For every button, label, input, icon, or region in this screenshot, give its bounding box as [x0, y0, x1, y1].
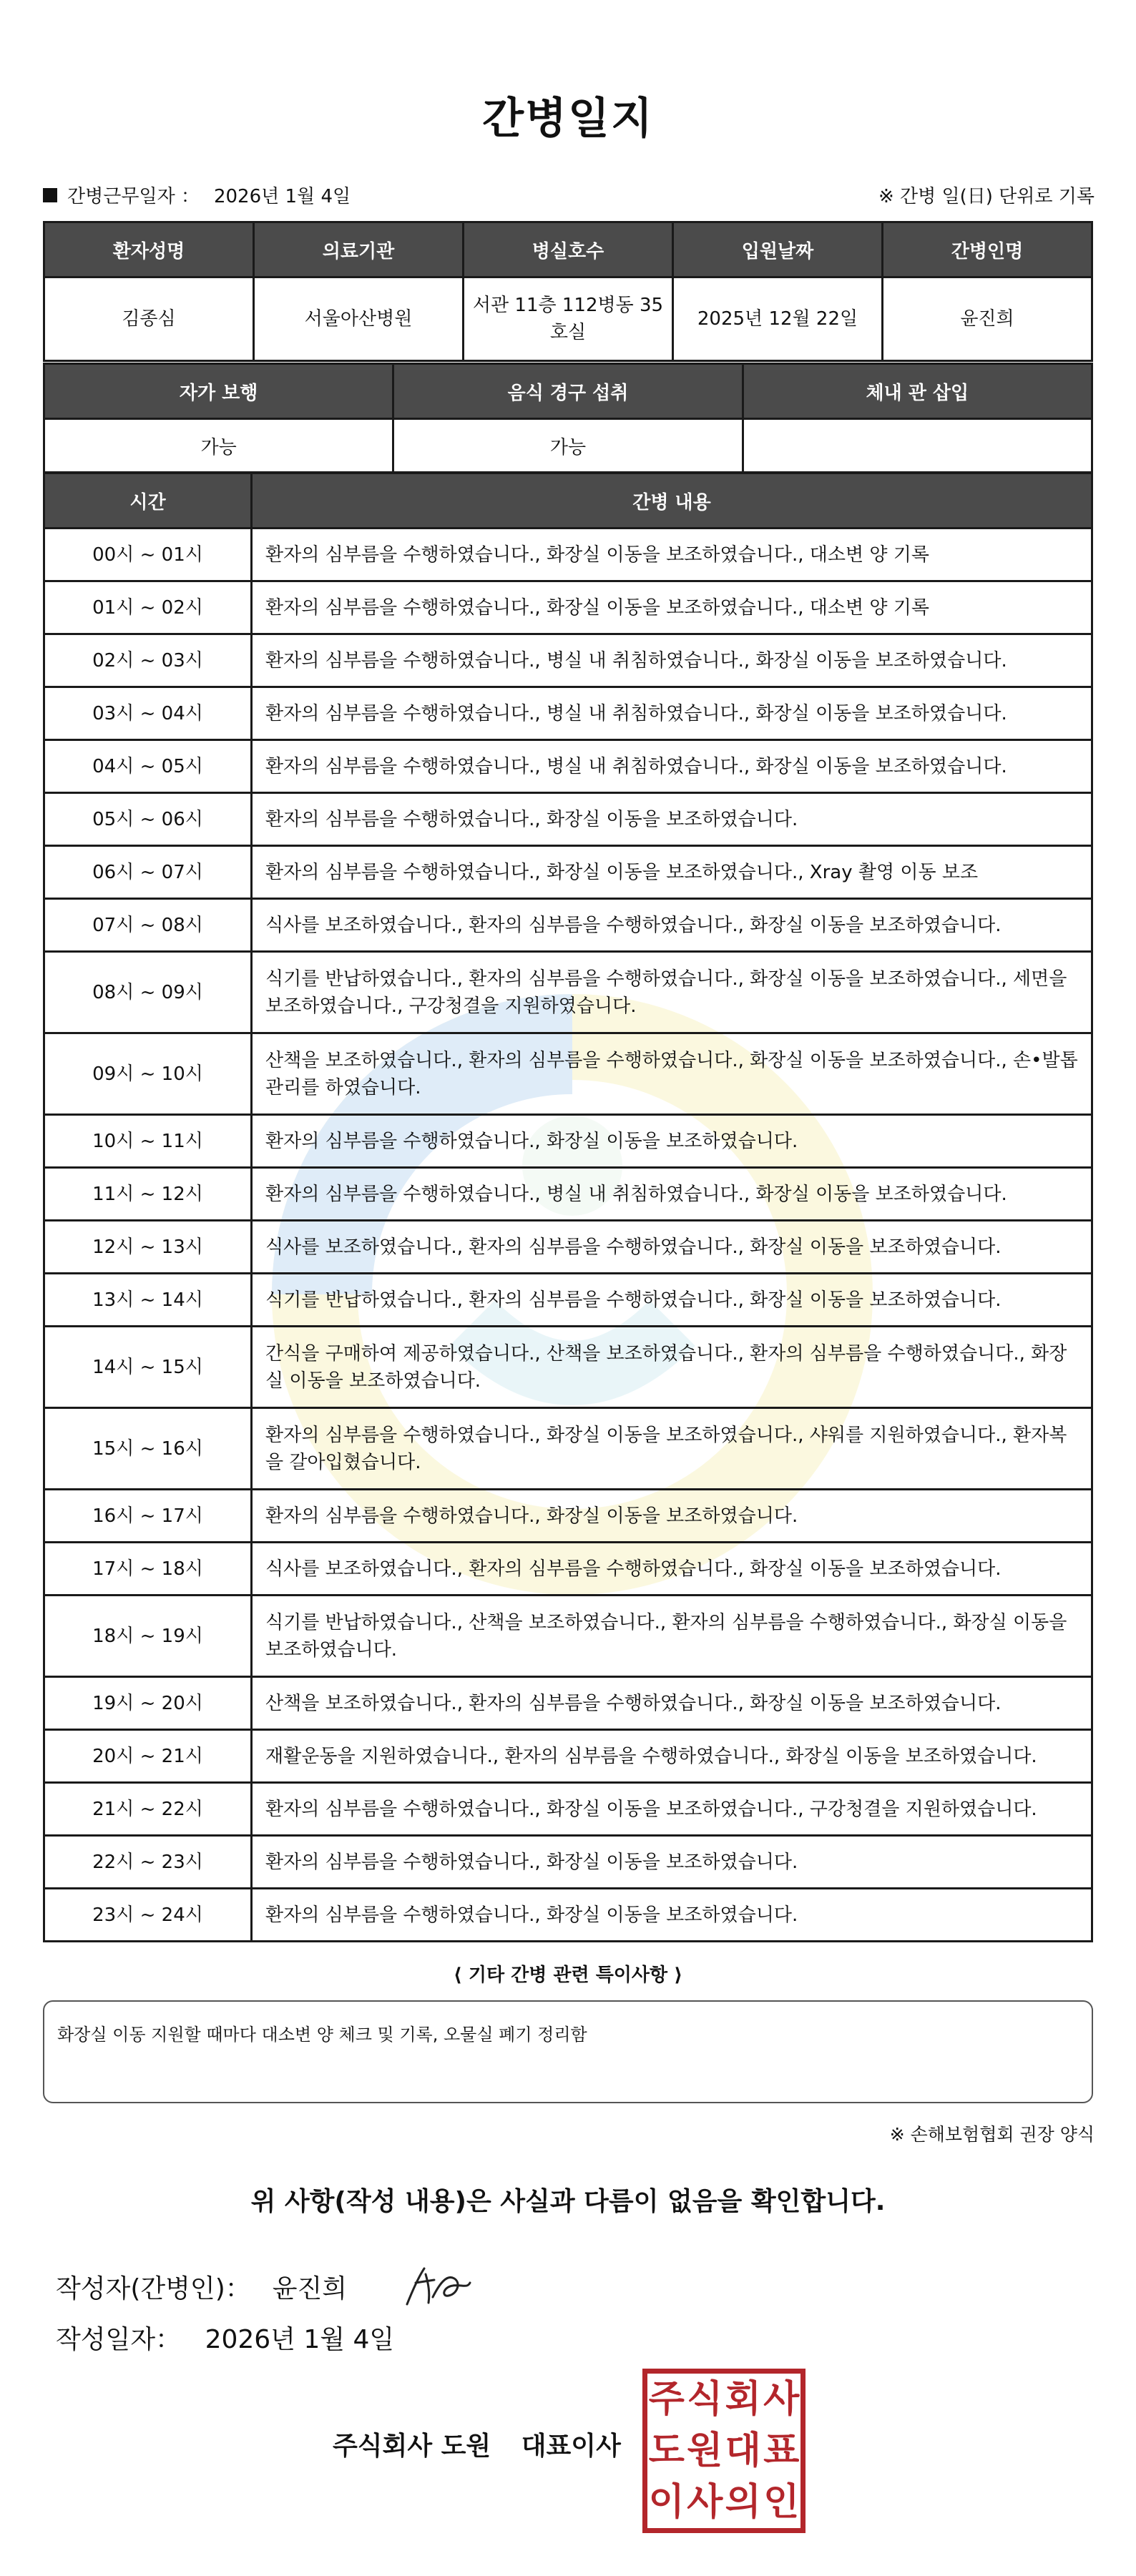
work-date-row — [43, 182, 351, 208]
patient-info-table — [43, 221, 1093, 362]
company-rep: 대표이사 — [521, 2432, 621, 2461]
hospital: 서울아산병원 — [254, 277, 464, 361]
header-room: 병실호수 — [464, 222, 673, 277]
seal-char: 대 — [725, 2429, 761, 2472]
seal-char: 사 — [763, 2378, 800, 2421]
care-content-cell: 환자의 심부름을 수행하였습니다., 화장실 이동을 보조하였습니다. — [252, 793, 1092, 846]
care-content-cell: 환자의 심부름을 수행하였습니다., 화장실 이동을 보조하였습니다. — [252, 1115, 1092, 1168]
work-date: 2026년 1월 4일 — [213, 186, 351, 207]
time-cell: 21시 ~ 22시 — [44, 1783, 252, 1836]
seal-char: 도 — [648, 2429, 685, 2472]
time-cell: 04시 ~ 05시 — [44, 740, 252, 793]
care-content-cell: 환자의 심부름을 수행하였습니다., 화장실 이동을 보조하였습니다. — [252, 1490, 1092, 1543]
table-row — [44, 1408, 1092, 1490]
care-content-cell: 환자의 심부름을 수행하였습니다., 화장실 이동을 보조하였습니다., 대소변 양 기록 — [252, 529, 1092, 581]
care-content-cell: 환자의 심부름을 수행하였습니다., 화장실 이동을 보조하였습니다., Xray 촬영 이동 보조 — [252, 846, 1092, 899]
table-row — [44, 529, 1092, 581]
write-date-label: 작성일자： — [56, 2325, 182, 2354]
table-row — [44, 1730, 1092, 1783]
header-hospital: 의료기관 — [254, 222, 464, 277]
care-content-cell: 식기를 반납하였습니다., 환자의 심부름을 수행하였습니다., 화장실 이동을 보조하였습니다. — [252, 1274, 1092, 1327]
company-name: 주식회사 도원 — [333, 2432, 491, 2461]
time-cell: 01시 ~ 02시 — [44, 581, 252, 634]
company-seal — [642, 2369, 806, 2533]
patient-status-table — [43, 363, 1093, 473]
form-note: ※ 손해보험협회 권장 양식 — [889, 2124, 1095, 2145]
table-row — [44, 1783, 1092, 1836]
time-cell: 02시 ~ 03시 — [44, 634, 252, 687]
table-row — [44, 1490, 1092, 1543]
table-row — [44, 793, 1092, 846]
time-cell: 08시 ~ 09시 — [44, 952, 252, 1033]
header-patient-name: 환자성명 — [44, 222, 254, 277]
care-content-cell: 식기를 반납하였습니다., 산책을 보조하였습니다., 환자의 심부름을 수행하였습니다., 화장실 이동을 보조하였습니다. — [252, 1596, 1092, 1677]
care-content-cell: 환자의 심부름을 수행하였습니다., 화장실 이동을 보조하였습니다., 샤워를 지원하였습니다., 환자복을 갈아입혔습니다. — [252, 1408, 1092, 1490]
care-content-cell: 식사를 보조하였습니다., 환자의 심부름을 수행하였습니다., 화장실 이동을 보조하였습니다. — [252, 1543, 1092, 1596]
time-cell: 15시 ~ 16시 — [44, 1408, 252, 1490]
time-cell: 05시 ~ 06시 — [44, 793, 252, 846]
self-walking-value: 가능 — [44, 419, 393, 473]
work-date-label: 간병근무일자 ： — [67, 186, 200, 207]
writer-label: 작성자(간병인)： — [56, 2273, 251, 2304]
confirmation-statement: 위 사항(작성 내용)은 사실과 다름이 없음을 확인합니다. — [250, 2187, 886, 2216]
care-content-cell: 환자의 심부름을 수행하였습니다., 병실 내 취침하였습니다., 화장실 이동을 보조하였습니다. — [252, 634, 1092, 687]
page-title: 간병일지 — [482, 94, 654, 144]
table-row — [44, 1115, 1092, 1168]
time-cell: 13시 ~ 14시 — [44, 1274, 252, 1327]
care-content-cell: 식기를 반납하였습니다., 환자의 심부름을 수행하였습니다., 화장실 이동을 보조하였습니다., 세면을 보조하였습니다., 구강청결을 지원하였습니다. — [252, 952, 1092, 1033]
patient-name: 김종심 — [44, 277, 254, 361]
table-row — [44, 952, 1092, 1033]
time-cell: 00시 ~ 01시 — [44, 529, 252, 581]
table-row — [44, 1596, 1092, 1677]
care-content-cell: 식사를 보조하였습니다., 환자의 심부름을 수행하였습니다., 화장실 이동을 보조하였습니다. — [252, 899, 1092, 952]
time-cell: 03시 ~ 04시 — [44, 687, 252, 740]
time-cell: 23시 ~ 24시 — [44, 1889, 252, 1942]
care-content-cell: 산책을 보조하였습니다., 환자의 심부름을 수행하였습니다., 화장실 이동을 보조하였습니다., 손•발톱 관리를 하였습니다. — [252, 1033, 1092, 1115]
care-content-cell: 환자의 심부름을 수행하였습니다., 병실 내 취침하였습니다., 화장실 이동을 보조하였습니다. — [252, 740, 1092, 793]
time-cell: 10시 ~ 11시 — [44, 1115, 252, 1168]
table-row — [44, 1033, 1092, 1115]
seal-char: 의 — [725, 2481, 761, 2524]
time-cell: 16시 ~ 17시 — [44, 1490, 252, 1543]
care-content-cell: 환자의 심부름을 수행하였습니다., 화장실 이동을 보조하였습니다., 대소변 양 기록 — [252, 581, 1092, 634]
seal-char: 회 — [725, 2378, 761, 2421]
care-content-cell: 산책을 보조하였습니다., 환자의 심부름을 수행하였습니다., 화장실 이동을 보조하였습니다. — [252, 1677, 1092, 1730]
writer-row — [56, 2261, 476, 2311]
unit-note: ※ 간병 일(日) 단위로 기록 — [878, 186, 1095, 207]
time-cell: 17시 ~ 18시 — [44, 1543, 252, 1596]
care-content-cell: 환자의 심부름을 수행하였습니다., 병실 내 취침하였습니다., 화장실 이동을 보조하였습니다. — [252, 1168, 1092, 1221]
table-row — [44, 1543, 1092, 1596]
handwritten-signature — [397, 2261, 476, 2311]
time-cell: 09시 ~ 10시 — [44, 1033, 252, 1115]
care-content-cell: 환자의 심부름을 수행하였습니다., 화장실 이동을 보조하였습니다. — [252, 1836, 1092, 1889]
oral-intake-value: 가능 — [393, 419, 743, 473]
table-row — [44, 1677, 1092, 1730]
room-number: 서관 11층 112병동 35호실 — [464, 277, 673, 361]
time-cell: 19시 ~ 20시 — [44, 1677, 252, 1730]
seal-char: 인 — [763, 2481, 800, 2524]
table-row — [44, 1836, 1092, 1889]
table-row — [44, 1168, 1092, 1221]
table-row — [44, 1889, 1092, 1942]
seal-char: 식 — [687, 2378, 723, 2421]
table-row — [44, 740, 1092, 793]
time-cell: 14시 ~ 15시 — [44, 1327, 252, 1408]
time-cell: 22시 ~ 23시 — [44, 1836, 252, 1889]
time-cell: 07시 ~ 08시 — [44, 899, 252, 952]
company-signature-line — [333, 2426, 621, 2462]
header-time: 시간 — [44, 473, 252, 529]
table-row — [44, 899, 1092, 952]
writer-name: 윤진희 — [272, 2273, 348, 2304]
care-content-cell: 환자의 심부름을 수행하였습니다., 화장실 이동을 보조하였습니다., 구강청결을 지원하였습니다. — [252, 1783, 1092, 1836]
write-date: 2026년 1월 4일 — [205, 2325, 395, 2354]
time-cell: 11시 ~ 12시 — [44, 1168, 252, 1221]
care-content-cell: 식사를 보조하였습니다., 환자의 심부름을 수행하였습니다., 화장실 이동을 보조하였습니다. — [252, 1221, 1092, 1274]
table-row — [44, 634, 1092, 687]
time-cell: 12시 ~ 13시 — [44, 1221, 252, 1274]
care-log-table — [43, 472, 1093, 1942]
header-self-walking: 자가 보행 — [44, 364, 393, 419]
header-admission-date: 입원날짜 — [673, 222, 883, 277]
tube-insertion-value — [743, 419, 1092, 473]
table-row — [44, 687, 1092, 740]
write-date-row — [56, 2319, 394, 2356]
notes-box: 화장실 이동 지원할 때마다 대소변 양 체크 및 기록, 오물실 폐기 정리함 — [43, 2000, 1093, 2103]
square-bullet-icon — [43, 188, 57, 202]
seal-char: 표 — [763, 2429, 800, 2472]
caregiver-name: 윤진희 — [883, 277, 1092, 361]
admission-date: 2025년 12월 22일 — [673, 277, 883, 361]
seal-char: 사 — [687, 2481, 723, 2524]
table-row — [44, 1221, 1092, 1274]
care-content-cell: 환자의 심부름을 수행하였습니다., 화장실 이동을 보조하였습니다. — [252, 1889, 1092, 1942]
table-row — [44, 1274, 1092, 1327]
seal-char: 주 — [648, 2378, 685, 2421]
care-content-cell: 간식을 구매하여 제공하였습니다., 산책을 보조하였습니다., 환자의 심부름을 수행하였습니다., 화장실 이동을 보조하였습니다. — [252, 1327, 1092, 1408]
care-content-cell: 환자의 심부름을 수행하였습니다., 병실 내 취침하였습니다., 화장실 이동을 보조하였습니다. — [252, 687, 1092, 740]
notes-title: ⟨ 기타 간병 관련 특이사항 ⟩ — [453, 1965, 683, 1986]
seal-char: 원 — [687, 2429, 723, 2472]
seal-char: 이 — [648, 2481, 685, 2524]
time-cell: 06시 ~ 07시 — [44, 846, 252, 899]
table-row — [44, 846, 1092, 899]
header-caregiver: 간병인명 — [883, 222, 1092, 277]
header-care-content: 간병 내용 — [252, 473, 1092, 529]
header-tube-insertion: 체내 관 삽입 — [743, 364, 1092, 419]
table-row — [44, 581, 1092, 634]
care-content-cell: 재활운동을 지원하였습니다., 환자의 심부름을 수행하였습니다., 화장실 이동을 보조하였습니다. — [252, 1730, 1092, 1783]
time-cell: 18시 ~ 19시 — [44, 1596, 252, 1677]
header-oral-intake: 음식 경구 섭취 — [393, 364, 743, 419]
time-cell: 20시 ~ 21시 — [44, 1730, 252, 1783]
table-row — [44, 1327, 1092, 1408]
